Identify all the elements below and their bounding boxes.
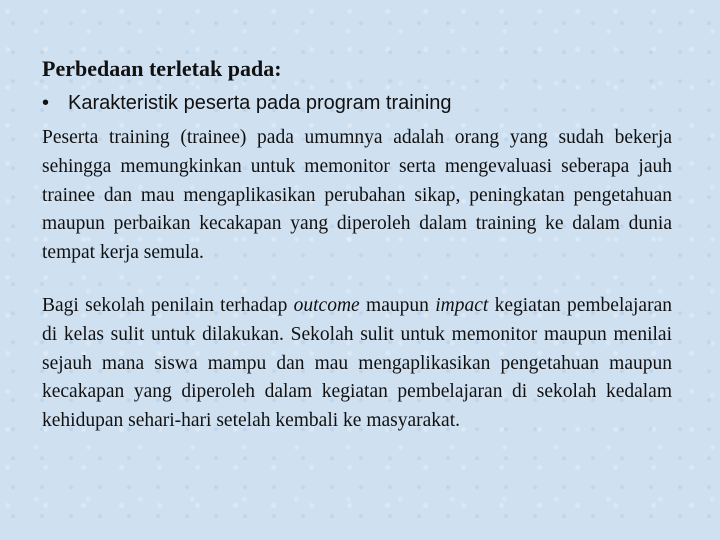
bullet-icon: • <box>42 92 50 114</box>
term-outcome: outcome <box>293 294 360 316</box>
bullet-item <box>42 86 672 120</box>
slide-content <box>42 52 672 436</box>
paragraph-school-part2: maupun <box>359 294 436 316</box>
paragraph-school-part1: Bagi sekolah penilain terhadap <box>42 294 294 316</box>
paragraph-trainee: Peserta training (trainee) pada umumnya adalah orang yang sudah bekerja sehingga memungkinkan untuk memonitor serta mengevaluasi seberapa jauh trainee dan mau mengaplikasikan perubahan sikap, peningkatan pengetahuan maupun perbaikan kecakapan yang diperoleh dalam training ke dalam dunia tempat kerja semula. <box>42 127 672 264</box>
paragraph-school <box>42 292 672 436</box>
slide-heading: Perbedaan terletak pada: <box>42 56 282 81</box>
bullet-text: Karakteristik peserta pada program training <box>68 92 452 114</box>
paragraph-school-part3: kegiatan pembelajaran di kelas sulit untuk dilakukan. Sekolah sulit untuk memonitor maupun menilai sejauh mana siswa mampu dan mau mengaplikasikan pengetahuan maupun kecakapan yang diperoleh dalam kegiatan pembelajaran di sekolah kedalam kehidupan sehari-hari setelah kembali ke masyarakat. <box>42 294 672 432</box>
term-impact: impact <box>435 294 489 316</box>
